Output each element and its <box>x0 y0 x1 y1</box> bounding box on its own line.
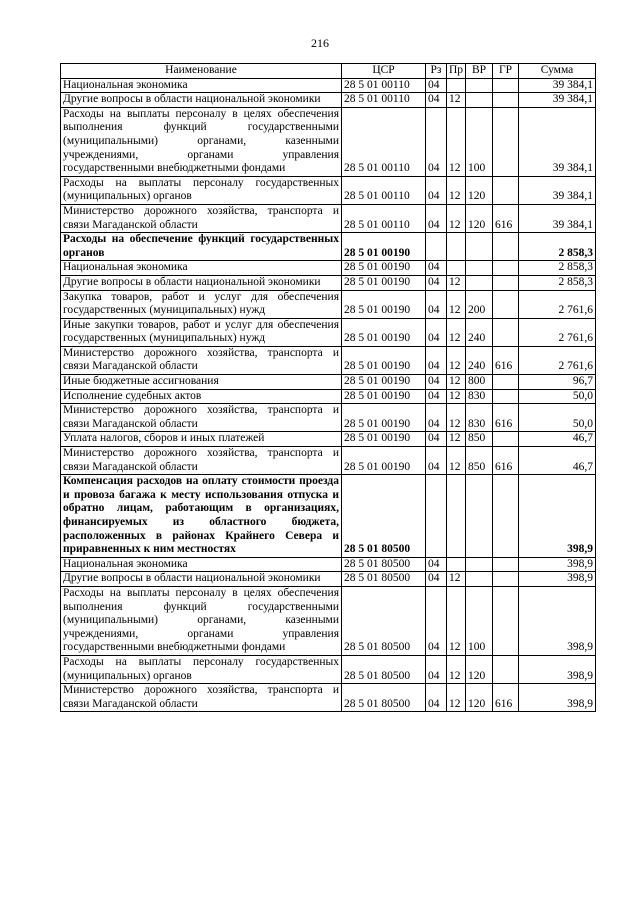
cell-gr: 616 <box>493 204 519 232</box>
cell-sum: 2 761,6 <box>519 290 596 318</box>
cell-vr: 850 <box>466 447 493 475</box>
table-row <box>61 233 596 261</box>
cell-gr: 616 <box>493 447 519 475</box>
cell-pr: 12 <box>447 655 466 683</box>
cell-rz: 04 <box>426 375 447 390</box>
cell-rz: 04 <box>426 404 447 432</box>
table-row <box>61 557 596 572</box>
cell-csr: 28 5 01 00110 <box>342 204 426 232</box>
page-number: 216 <box>311 36 329 50</box>
cell-vr: 100 <box>466 107 493 176</box>
cell-sum: 50,0 <box>519 404 596 432</box>
cell-sum: 398,9 <box>519 684 596 712</box>
cell-name: Министерство дорожного хозяйства, транспорта и связи Магаданской области <box>61 346 342 374</box>
cell-sum: 398,9 <box>519 572 596 587</box>
cell-sum: 398,9 <box>519 557 596 572</box>
cell-pr <box>447 557 466 572</box>
cell-name: Министерство дорожного хозяйства, транспорта и связи Магаданской области <box>61 404 342 432</box>
cell-name: Иные бюджетные ассигнования <box>61 375 342 390</box>
cell-gr <box>493 475 519 558</box>
cell-name: Расходы на выплаты персоналу государственных (муниципальных) органов <box>61 655 342 683</box>
table-row <box>61 572 596 587</box>
header-sum: Сумма <box>519 64 596 79</box>
cell-vr: 240 <box>466 346 493 374</box>
header-vr: ВР <box>466 64 493 79</box>
cell-gr: 616 <box>493 684 519 712</box>
cell-gr <box>493 389 519 404</box>
cell-pr: 12 <box>447 586 466 655</box>
cell-vr: 200 <box>466 290 493 318</box>
cell-name: Расходы на выплаты персоналу государственных (муниципальных) органов <box>61 176 342 204</box>
cell-vr <box>466 572 493 587</box>
cell-name: Другие вопросы в области национальной экономики <box>61 572 342 587</box>
cell-rz: 04 <box>426 204 447 232</box>
table-row <box>61 176 596 204</box>
cell-sum: 46,7 <box>519 447 596 475</box>
cell-rz: 04 <box>426 572 447 587</box>
cell-vr <box>466 475 493 558</box>
cell-vr: 120 <box>466 204 493 232</box>
cell-sum: 398,9 <box>519 586 596 655</box>
cell-vr <box>466 93 493 108</box>
cell-sum: 39 384,1 <box>519 204 596 232</box>
cell-rz: 04 <box>426 290 447 318</box>
cell-gr: 616 <box>493 404 519 432</box>
cell-vr <box>466 275 493 290</box>
cell-csr: 28 5 01 80500 <box>342 655 426 683</box>
cell-vr: 120 <box>466 176 493 204</box>
cell-rz: 04 <box>426 107 447 176</box>
cell-pr: 12 <box>447 389 466 404</box>
table-row <box>61 655 596 683</box>
cell-sum: 398,9 <box>519 475 596 558</box>
cell-gr <box>493 261 519 276</box>
cell-gr <box>493 275 519 290</box>
cell-csr: 28 5 01 00110 <box>342 78 426 93</box>
cell-csr: 28 5 01 00190 <box>342 389 426 404</box>
cell-sum: 2 858,3 <box>519 275 596 290</box>
cell-name: Министерство дорожного хозяйства, транспорта и связи Магаданской области <box>61 447 342 475</box>
cell-pr: 12 <box>447 432 466 447</box>
cell-name: Национальная экономика <box>61 261 342 276</box>
cell-pr <box>447 261 466 276</box>
cell-csr: 28 5 01 00190 <box>342 447 426 475</box>
cell-sum: 46,7 <box>519 432 596 447</box>
table-row <box>61 204 596 232</box>
cell-gr <box>493 375 519 390</box>
table-row <box>61 586 596 655</box>
cell-csr: 28 5 01 80500 <box>342 475 426 558</box>
table-header-row <box>61 64 596 79</box>
cell-pr <box>447 475 466 558</box>
cell-rz: 04 <box>426 684 447 712</box>
cell-rz: 04 <box>426 346 447 374</box>
cell-csr: 28 5 01 00110 <box>342 107 426 176</box>
cell-vr: 120 <box>466 684 493 712</box>
header-gr: ГР <box>493 64 519 79</box>
cell-pr <box>447 78 466 93</box>
cell-pr: 12 <box>447 290 466 318</box>
cell-rz: 04 <box>426 389 447 404</box>
cell-name: Исполнение судебных актов <box>61 389 342 404</box>
table-row <box>61 275 596 290</box>
cell-gr <box>493 233 519 261</box>
cell-csr: 28 5 01 00190 <box>342 375 426 390</box>
cell-gr <box>493 290 519 318</box>
cell-pr: 12 <box>447 572 466 587</box>
cell-gr <box>493 107 519 176</box>
cell-gr <box>493 655 519 683</box>
cell-pr: 12 <box>447 404 466 432</box>
table-row <box>61 346 596 374</box>
cell-vr <box>466 233 493 261</box>
cell-rz: 04 <box>426 176 447 204</box>
table-row <box>61 389 596 404</box>
table-body <box>61 78 596 712</box>
table-row <box>61 93 596 108</box>
cell-name: Министерство дорожного хозяйства, транспорта и связи Магаданской области <box>61 204 342 232</box>
cell-csr: 28 5 01 00190 <box>342 233 426 261</box>
cell-rz <box>426 233 447 261</box>
cell-name: Иные закупки товаров, работ и услуг для обеспечения государственных (муниципальных) нужд <box>61 318 342 346</box>
cell-name: Другие вопросы в области национальной экономики <box>61 93 342 108</box>
cell-name: Другие вопросы в области национальной экономики <box>61 275 342 290</box>
cell-vr: 850 <box>466 432 493 447</box>
table-row <box>61 107 596 176</box>
cell-gr <box>493 432 519 447</box>
table-row <box>61 432 596 447</box>
cell-csr: 28 5 01 00190 <box>342 275 426 290</box>
cell-name: Расходы на выплаты персоналу в целях обеспечения выполнения функций государственными (муниципальными) органами, казенными учреждениями, органами управления государственными внебюджетными фондами <box>61 586 342 655</box>
cell-name: Национальная экономика <box>61 557 342 572</box>
table-row <box>61 318 596 346</box>
cell-vr: 120 <box>466 655 493 683</box>
cell-pr: 12 <box>447 107 466 176</box>
cell-vr: 100 <box>466 586 493 655</box>
cell-csr: 28 5 01 80500 <box>342 684 426 712</box>
budget-table <box>60 63 596 712</box>
cell-vr <box>466 78 493 93</box>
cell-name: Компенсация расходов на оплату стоимости проезда и провоза багажа к месту использования отпуска и обратно лицам, работающим в организациях, финансируемых из областного бюджета, расположенных в районах Крайнего Севера и приравненных к ним местностях <box>61 475 342 558</box>
cell-name: Расходы на обеспечение функций государственных органов <box>61 233 342 261</box>
cell-sum: 2 858,3 <box>519 261 596 276</box>
cell-name: Министерство дорожного хозяйства, транспорта и связи Магаданской области <box>61 684 342 712</box>
cell-sum: 2 858,3 <box>519 233 596 261</box>
table-row <box>61 375 596 390</box>
cell-vr <box>466 557 493 572</box>
cell-vr <box>466 261 493 276</box>
cell-pr: 12 <box>447 375 466 390</box>
cell-name: Уплата налогов, сборов и иных платежей <box>61 432 342 447</box>
cell-gr <box>493 318 519 346</box>
header-name: Наименование <box>61 64 342 79</box>
cell-csr: 28 5 01 80500 <box>342 572 426 587</box>
cell-sum: 2 761,6 <box>519 318 596 346</box>
cell-rz: 04 <box>426 318 447 346</box>
table-row <box>61 684 596 712</box>
cell-sum: 398,9 <box>519 655 596 683</box>
cell-name: Расходы на выплаты персоналу в целях обеспечения выполнения функций государственными (муниципальными) органами, казенными учреждениями, органами управления государственными внебюджетными фондами <box>61 107 342 176</box>
cell-csr: 28 5 01 00110 <box>342 176 426 204</box>
cell-name: Национальная экономика <box>61 78 342 93</box>
cell-pr <box>447 233 466 261</box>
table-row <box>61 290 596 318</box>
cell-sum: 39 384,1 <box>519 78 596 93</box>
cell-gr: 616 <box>493 346 519 374</box>
header-csr: ЦСР <box>342 64 426 79</box>
table-row <box>61 404 596 432</box>
table-row <box>61 475 596 558</box>
cell-gr <box>493 78 519 93</box>
cell-rz: 04 <box>426 447 447 475</box>
cell-pr: 12 <box>447 346 466 374</box>
cell-csr: 28 5 01 00190 <box>342 261 426 276</box>
header-rz: Рз <box>426 64 447 79</box>
cell-vr: 240 <box>466 318 493 346</box>
cell-sum: 39 384,1 <box>519 107 596 176</box>
cell-gr <box>493 586 519 655</box>
cell-rz: 04 <box>426 557 447 572</box>
cell-rz: 04 <box>426 586 447 655</box>
cell-vr: 830 <box>466 404 493 432</box>
cell-pr: 12 <box>447 176 466 204</box>
cell-rz: 04 <box>426 655 447 683</box>
cell-pr: 12 <box>447 204 466 232</box>
cell-csr: 28 5 01 00190 <box>342 318 426 346</box>
cell-rz: 04 <box>426 261 447 276</box>
cell-sum: 50,0 <box>519 389 596 404</box>
table-row <box>61 78 596 93</box>
cell-gr <box>493 557 519 572</box>
cell-gr <box>493 176 519 204</box>
cell-rz: 04 <box>426 78 447 93</box>
cell-csr: 28 5 01 00190 <box>342 404 426 432</box>
cell-sum: 39 384,1 <box>519 176 596 204</box>
cell-name: Закупка товаров, работ и услуг для обеспечения государственных (муниципальных) нужд <box>61 290 342 318</box>
cell-sum: 96,7 <box>519 375 596 390</box>
cell-pr: 12 <box>447 684 466 712</box>
cell-csr: 28 5 01 80500 <box>342 586 426 655</box>
cell-vr: 830 <box>466 389 493 404</box>
cell-rz: 04 <box>426 275 447 290</box>
cell-rz: 04 <box>426 93 447 108</box>
cell-csr: 28 5 01 00190 <box>342 432 426 447</box>
cell-sum: 39 384,1 <box>519 93 596 108</box>
table-row <box>61 447 596 475</box>
cell-rz: 04 <box>426 432 447 447</box>
cell-sum: 2 761,6 <box>519 346 596 374</box>
table-row <box>61 261 596 276</box>
cell-csr: 28 5 01 00190 <box>342 290 426 318</box>
cell-rz <box>426 475 447 558</box>
cell-gr <box>493 572 519 587</box>
cell-csr: 28 5 01 00110 <box>342 93 426 108</box>
cell-vr: 800 <box>466 375 493 390</box>
cell-csr: 28 5 01 80500 <box>342 557 426 572</box>
cell-csr: 28 5 01 00190 <box>342 346 426 374</box>
header-pr: Пр <box>447 64 466 79</box>
cell-pr: 12 <box>447 275 466 290</box>
cell-pr: 12 <box>447 318 466 346</box>
cell-pr: 12 <box>447 447 466 475</box>
cell-pr: 12 <box>447 93 466 108</box>
cell-gr <box>493 93 519 108</box>
